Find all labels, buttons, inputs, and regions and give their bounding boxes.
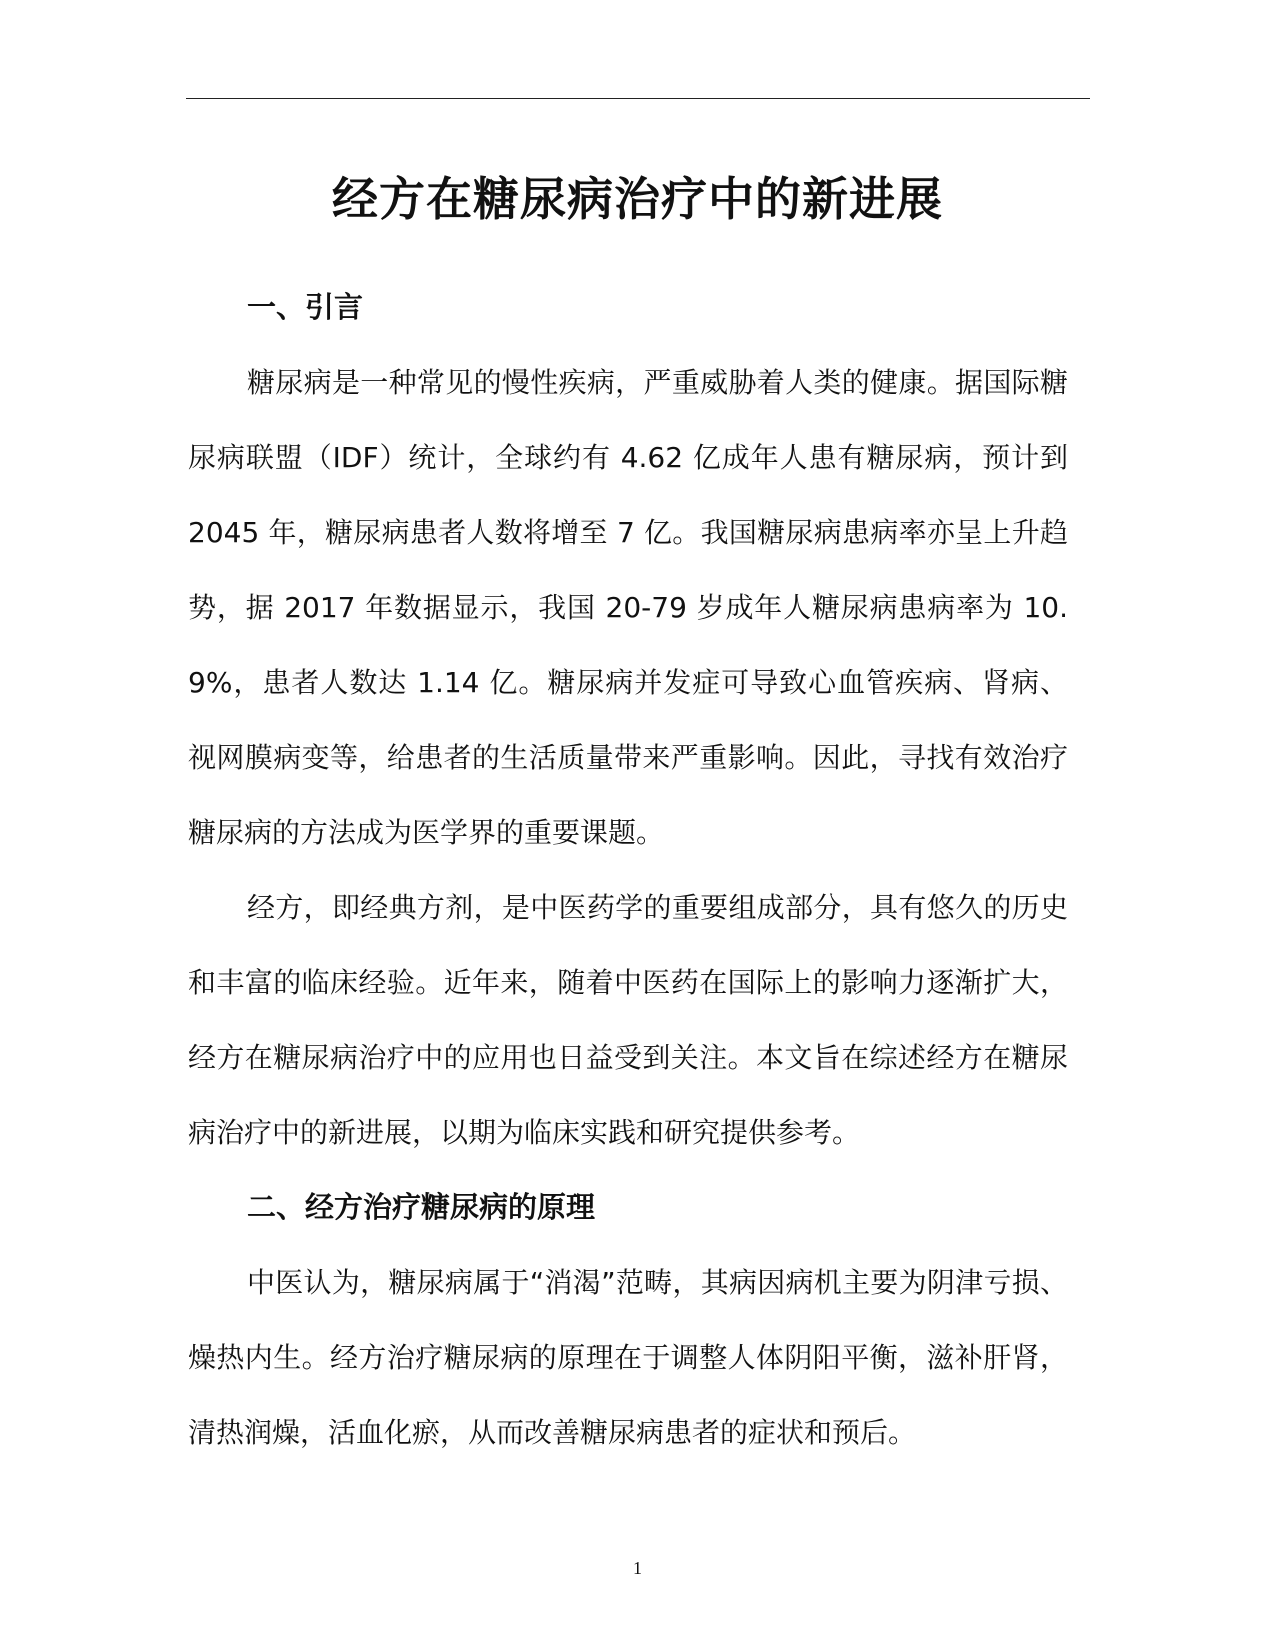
document-body <box>188 270 1068 1470</box>
paragraph: 经方，即经典方剂，是中医药学的重要组成部分，具有悠久的历史和丰富的临床经验。近年来，随着中医药在国际上的影响力逐渐扩大，经方在糖尿病治疗中的应用也日益受到关注。本文旨在综述经方在糖尿病治疗中的新进展，以期为临床实践和研究提供参考。 <box>188 891 1068 1149</box>
paragraph: 糖尿病是一种常见的慢性疾病，严重威胁着人类的健康。据国际糖尿病联盟（IDF）统计，全球约有 4.62 亿成年人患有糖尿病，预计到 2045 年，糖尿病患者人数将增至 7 亿。我国糖尿病患病率亦呈上升趋势，据 2017 年数据显示，我国 20-79 岁成年人糖尿病患病率为 10.9%，患者人数达 1.14 亿。糖尿病并发症可导致心血管疾病、肾病、视网膜病变等，给患者的生活质量带来严重影响。因此，寻找有效治疗糖尿病的方法成为医学界的重要课题。 <box>188 366 1068 849</box>
header-rule <box>186 98 1090 99</box>
paragraph: 中医认为，糖尿病属于“消渴”范畴，其病因病机主要为阴津亏损、燥热内生。经方治疗糖尿病的原理在于调整人体阴阳平衡，滋补肝肾，清热润燥，活血化瘀，从而改善糖尿病患者的症状和预后。 <box>188 1266 1068 1449</box>
document-title: 经方在糖尿病治疗中的新进展 <box>332 172 943 226</box>
page-number: 1 <box>633 1558 642 1578</box>
section-heading-principle: 二、经方治疗糖尿病的原理 <box>247 1190 596 1224</box>
section-heading-introduction: 一、引言 <box>247 290 364 324</box>
